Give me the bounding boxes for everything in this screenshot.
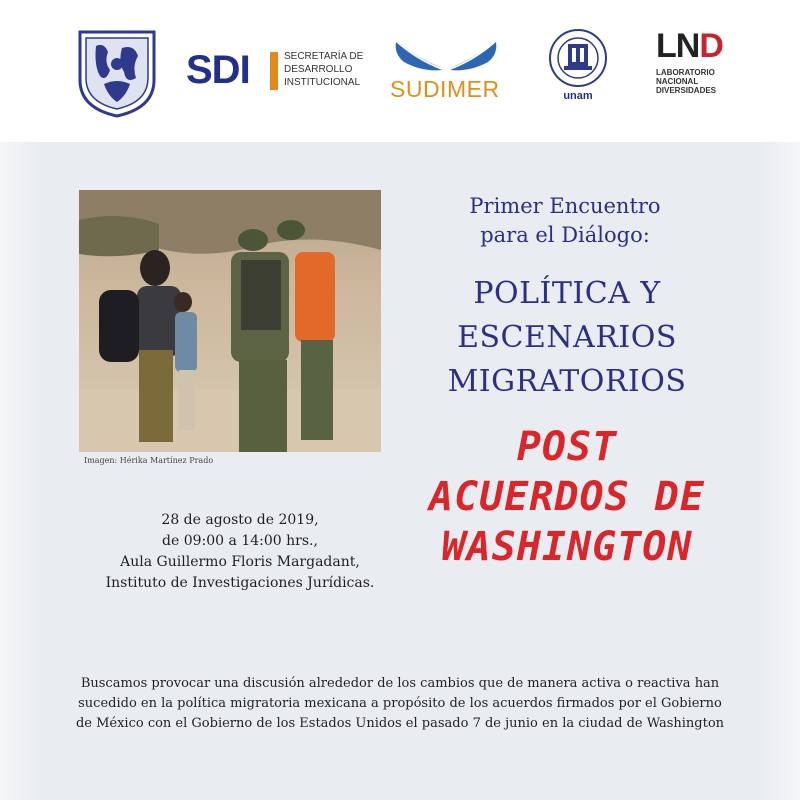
post-line-2: ACUERDOS DE [429, 474, 705, 520]
sudimer-wordmark: SUDIMER [390, 76, 500, 102]
event-photo [79, 190, 381, 452]
sudimer-logo [386, 34, 506, 104]
event-subtitle [410, 192, 720, 250]
title-line-3: MIGRATORIOS [447, 364, 687, 399]
lnd-caption: LABORATORIO NACIONAL DIVERSIDADES [656, 68, 717, 95]
sdi-logo [186, 48, 376, 98]
post-line-3: WASHINGTON [441, 524, 693, 570]
unam-shield-logo [74, 26, 160, 118]
sdi-mark: SDI [186, 48, 250, 92]
post-agreements-heading [402, 422, 732, 572]
sdi-accent-bar [270, 52, 278, 90]
event-institute: Instituto de Investigaciones Jurídicas. [105, 575, 375, 591]
lnd-mark-d: D [699, 27, 723, 65]
event-details [62, 510, 418, 594]
lnd-logo [644, 28, 734, 108]
panel-edge-left [0, 142, 40, 800]
event-description: Buscamos provocar una discusión alrededor de los cambios que de manera activa o reactiva han sucedido en la política migratoria mexicana a propósito de los acuerdos firmados por el Gobierno de México con el Gobierno de los Estados Unidos el pasado 7 de junio en la ciudad de Washington [75, 676, 725, 731]
unam-seal-logo [546, 28, 610, 108]
title-line-1: POLÍTICA Y [473, 276, 661, 311]
post-line-1: POST [516, 424, 618, 470]
lnd-mark [656, 28, 723, 64]
subtitle-line-2: para el Diálogo: [480, 223, 650, 247]
event-room: Aula Guillermo Floris Margadant, [120, 554, 360, 570]
poster-panel [0, 142, 800, 800]
unam-seal-word: unam [563, 90, 593, 102]
event-date: 28 de agosto de 2019, [161, 512, 319, 528]
sudimer-wings-icon [386, 34, 506, 78]
lnd-mark-ln: LN [656, 27, 700, 65]
logo-header [0, 0, 800, 142]
title-line-2: ESCENARIOS [457, 320, 677, 355]
subtitle-line-1: Primer Encuentro [469, 194, 661, 218]
photo-credit: Imagen: Hérika Martínez Prado [84, 456, 214, 465]
event-title [402, 272, 732, 404]
sdi-caption: SECRETARÍA DE DESARROLLO INSTITUCIONAL [284, 51, 364, 88]
panel-edge-right [760, 142, 800, 800]
event-time: de 09:00 a 14:00 hrs., [162, 533, 318, 549]
